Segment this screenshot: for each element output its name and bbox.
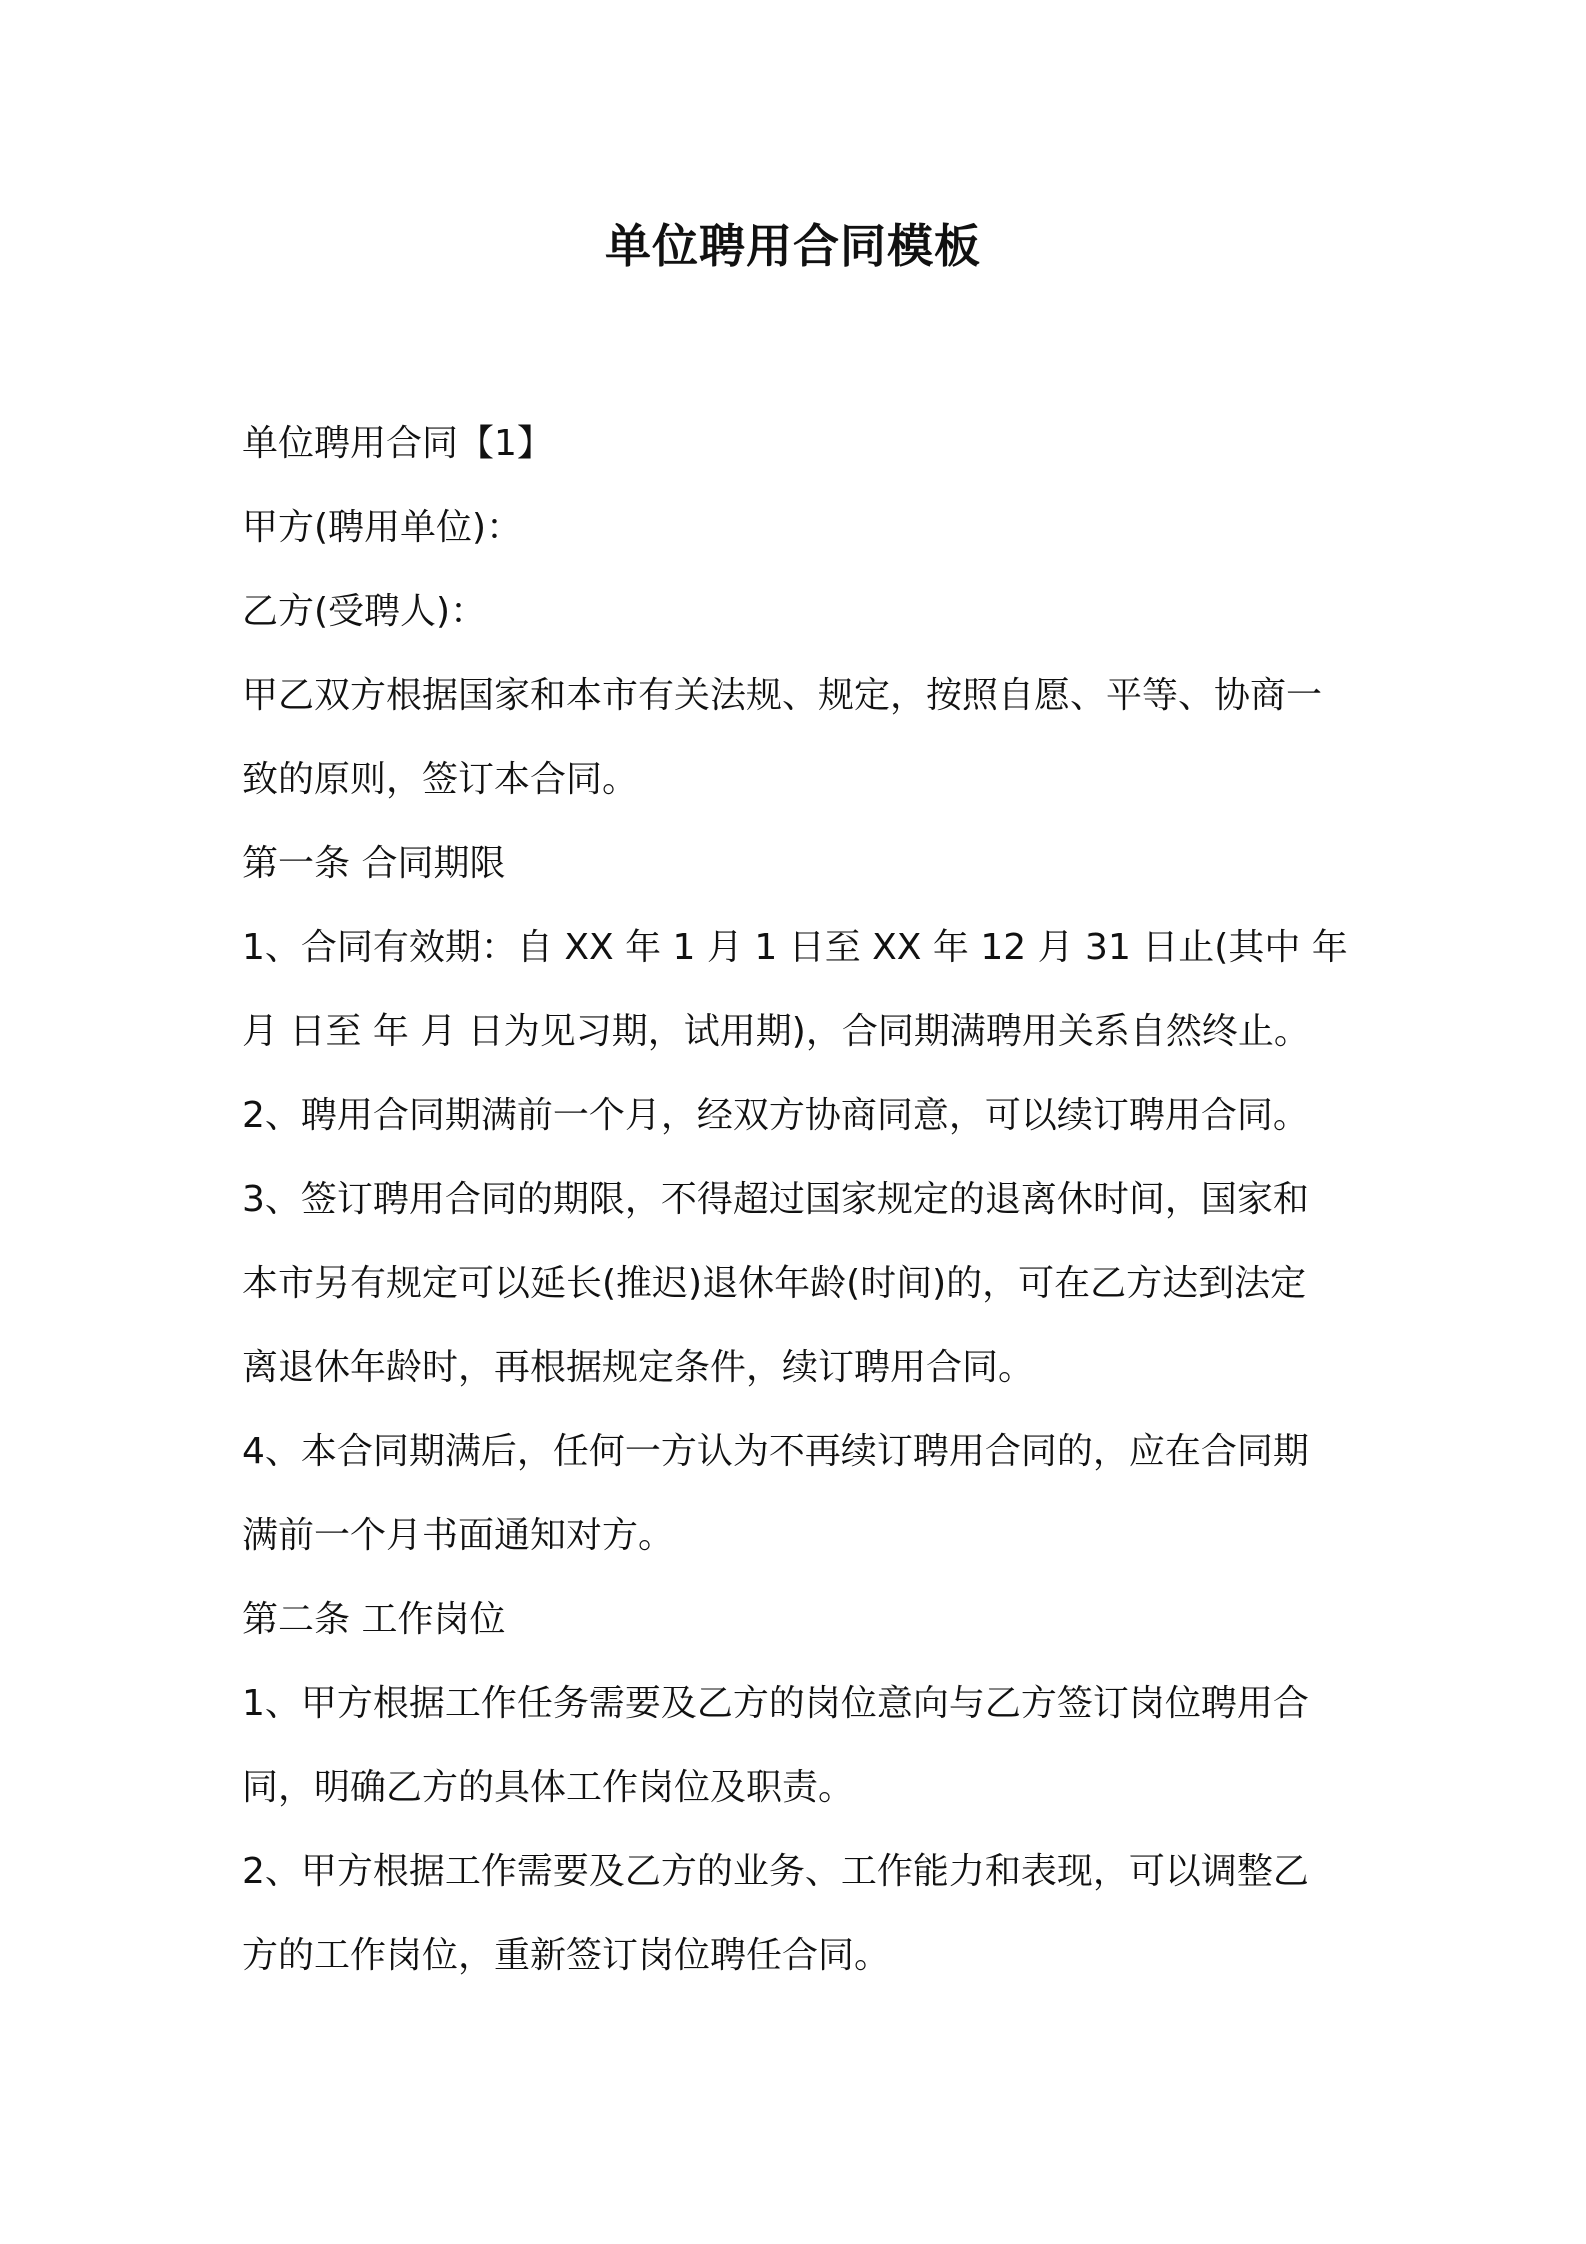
article-1-clause-3-line-1: 3、签订聘用合同的期限，不得超过国家规定的退离休时间，国家和 bbox=[242, 1179, 1309, 1220]
document-title: 单位聘用合同模板 bbox=[605, 219, 981, 273]
article-1-heading: 第一条 合同期限 bbox=[242, 843, 506, 884]
article-1-clause-3-line-2: 本市另有规定可以延长(推迟)退休年龄(时间)的，可在乙方达到法定 bbox=[242, 1263, 1307, 1304]
article-1-clause-1-line-1: 1、合同有效期：自 XX 年 1 月 1 日至 XX 年 12 月 31 日止(其中 年 bbox=[242, 927, 1348, 968]
article-1-clause-4-line-2: 满前一个月书面通知对方。 bbox=[242, 1515, 675, 1556]
article-2-clause-1-line-2: 同，明确乙方的具体工作岗位及职责。 bbox=[242, 1767, 855, 1808]
article-2-clause-1-line-1: 1、甲方根据工作任务需要及乙方的岗位意向与乙方签订岗位聘用合 bbox=[242, 1683, 1309, 1724]
party-a-line: 甲方(聘用单位)： bbox=[242, 507, 523, 548]
article-1-clause-4-line-1: 4、本合同期满后，任何一方认为不再续订聘用合同的，应在合同期 bbox=[242, 1431, 1309, 1472]
article-2-heading: 第二条 工作岗位 bbox=[242, 1599, 506, 1640]
article-2-clause-2-line-1: 2、甲方根据工作需要及乙方的业务、工作能力和表现，可以调整乙 bbox=[242, 1851, 1309, 1892]
article-1-clause-3-line-3: 离退休年龄时，再根据规定条件，续订聘用合同。 bbox=[242, 1347, 1035, 1388]
preamble-line-2: 致的原则，签订本合同。 bbox=[242, 759, 639, 800]
article-2-clause-2-line-2: 方的工作岗位，重新签订岗位聘任合同。 bbox=[242, 1935, 891, 1976]
preamble-line-1: 甲乙双方根据国家和本市有关法规、规定，按照自愿、平等、协商一 bbox=[242, 675, 1323, 716]
article-1-clause-1-line-2: 月 日至 年 月 日为见习期，试用期)，合同期满聘用关系自然终止。 bbox=[242, 1011, 1310, 1052]
party-b-line: 乙方(受聘人)： bbox=[242, 591, 487, 632]
article-1-clause-2: 2、聘用合同期满前一个月，经双方协商同意，可以续订聘用合同。 bbox=[242, 1095, 1309, 1136]
document-body bbox=[242, 402, 1364, 1998]
contract-heading: 单位聘用合同【1】 bbox=[242, 423, 553, 464]
